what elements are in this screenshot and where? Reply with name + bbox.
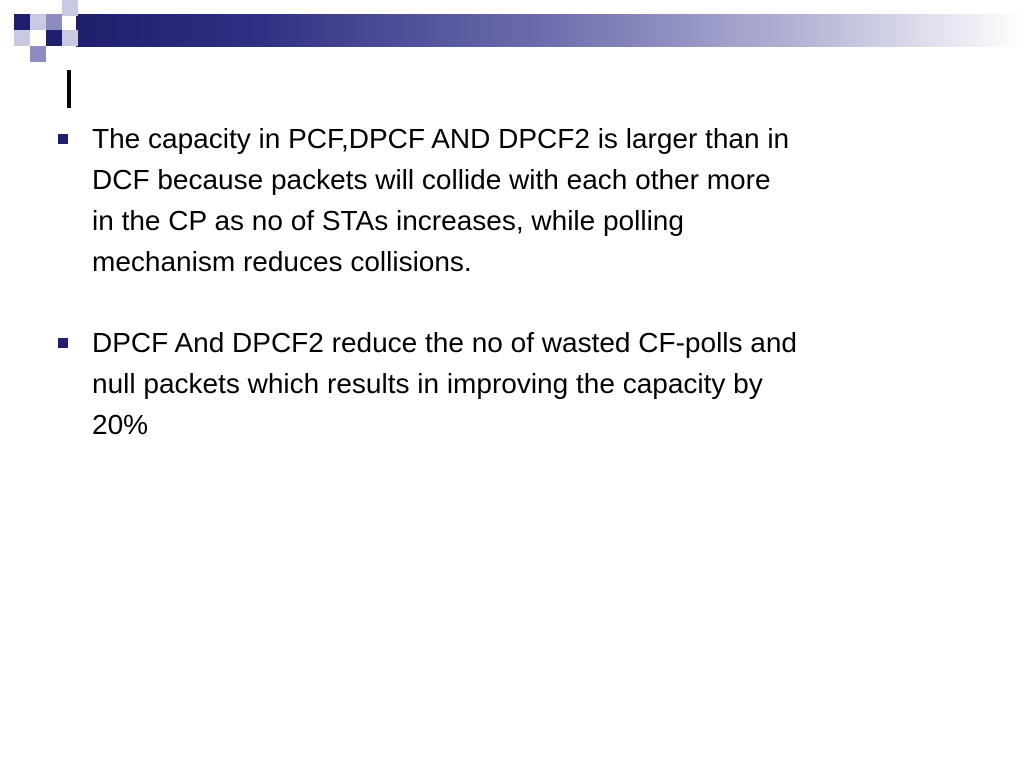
bullet-line: mechanism reduces collisions. [92,246,472,277]
decor-square [46,14,62,30]
bullet-line: DCF because packets will collide with each other more [92,164,771,195]
bullet-item [56,322,976,445]
decor-square [62,0,78,16]
bullet-line: 20% [92,409,149,440]
decor-square [62,30,78,46]
bullet-line: DPCF And DPCF2 reduce the no of wasted CF-polls and [92,327,798,358]
bullet-line: in the CP as no of STAs increases, while polling [92,205,684,236]
title-caret [67,70,71,108]
square-bullet-icon [58,338,68,348]
decor-square [30,14,46,30]
bullet-item [56,118,976,282]
square-bullet-icon [58,134,68,144]
decor-square [30,46,46,62]
decor-square [46,30,62,46]
bullet-list [56,118,976,485]
header-gradient-band [76,14,1024,47]
decor-square [14,14,30,30]
bullet-line: The capacity in PCF,DPCF AND DPCF2 is larger than in [92,123,790,154]
bullet-line: null packets which results in improving the capacity by [92,368,763,399]
decor-square [14,30,30,46]
